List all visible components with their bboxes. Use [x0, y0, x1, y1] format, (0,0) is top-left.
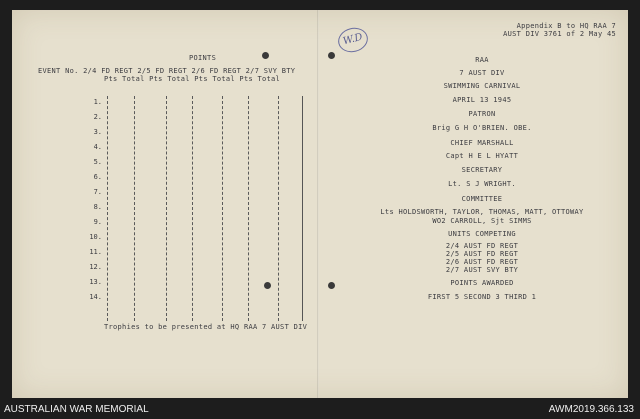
event-number: 14. [89, 293, 102, 301]
appendix-reference [503, 22, 616, 38]
event-number: 2. [93, 113, 102, 121]
event-number: 13. [89, 278, 102, 286]
table-header-row-1: EVENT No. 2/4 FD REGT 2/5 FD REGT 2/6 FD REGT 2/7 SVY BTY [38, 67, 296, 75]
unit-line: 2/6 AUST FD REGT [445, 258, 519, 266]
event-number: 1. [93, 98, 102, 106]
column-border [302, 96, 303, 321]
event-number: 6. [93, 173, 102, 181]
column-line [166, 96, 167, 321]
points-awarded-values: FIRST 5 SECOND 3 THIRD 1 [427, 293, 537, 301]
patron-label: PATRON [468, 110, 496, 118]
appendix-line-1: Appendix B to HQ RAA 7 [516, 22, 616, 30]
units-label: UNITS COMPETING [448, 230, 516, 238]
event-number: 8. [93, 203, 102, 211]
secretary-name: Lt. S J WRIGHT. [448, 180, 516, 188]
marshall-name: Capt H E L HYATT [445, 152, 519, 160]
carnival-programme [332, 56, 632, 303]
committee-label: COMMITTEE [461, 195, 503, 203]
committee-line-1: Lts HOLDSWORTH, TAYLOR, THOMAS, MATT, OTTOWAY [380, 208, 584, 216]
event-number: 5. [93, 158, 102, 166]
punch-hole [264, 282, 271, 289]
marshall-label: CHIEF MARSHALL [450, 139, 514, 147]
event-number: 7. [93, 188, 102, 196]
unit-line: 2/5 AUST FD REGT [445, 250, 519, 258]
column-line [278, 96, 279, 321]
heading-raa: RAA [475, 56, 489, 64]
event-number: 11. [89, 248, 102, 256]
unit-line: 2/4 AUST FD REGT [445, 242, 519, 250]
column-line [248, 96, 249, 321]
event-number: 4. [93, 143, 102, 151]
credit-source: AUSTRALIAN WAR MEMORIAL [4, 404, 149, 415]
event-number: 3. [93, 128, 102, 136]
heading-division: 7 AUST DIV [459, 69, 505, 77]
document-sheet [12, 10, 628, 398]
patron-name: Brig G H O'BRIEN. OBE. [432, 124, 532, 132]
event-number: 9. [93, 218, 102, 226]
secretary-label: SECRETARY [461, 166, 503, 174]
page-fold [317, 10, 319, 398]
column-line [134, 96, 135, 321]
event-date: APRIL 13 1945 [452, 96, 512, 104]
unit-line: 2/7 AUST SVY BTY [445, 266, 519, 274]
handwritten-annotation: W.D [336, 25, 371, 56]
points-awarded-label: POINTS AWARDED [450, 279, 514, 287]
column-line [222, 96, 223, 321]
credit-accession: AWM2019.366.133 [548, 404, 634, 415]
column-line [192, 96, 193, 321]
event-number: 10. [89, 233, 102, 241]
event-number: 12. [89, 263, 102, 271]
column-line [107, 96, 108, 321]
punch-hole [262, 52, 269, 59]
points-heading: POINTS [189, 54, 217, 62]
heading-event: SWIMMING CARNIVAL [443, 82, 521, 90]
committee-line-2: WO2 CARROLL, Sjt SIMMS [432, 217, 532, 225]
table-header-row-2: Pts Total Pts Total Pts Total Pts Total [104, 75, 281, 83]
trophies-note: Trophies to be presented at HQ RAA 7 AUST DIV [104, 323, 308, 331]
appendix-line-2: AUST DIV 3761 of 2 May 45 [503, 30, 616, 38]
